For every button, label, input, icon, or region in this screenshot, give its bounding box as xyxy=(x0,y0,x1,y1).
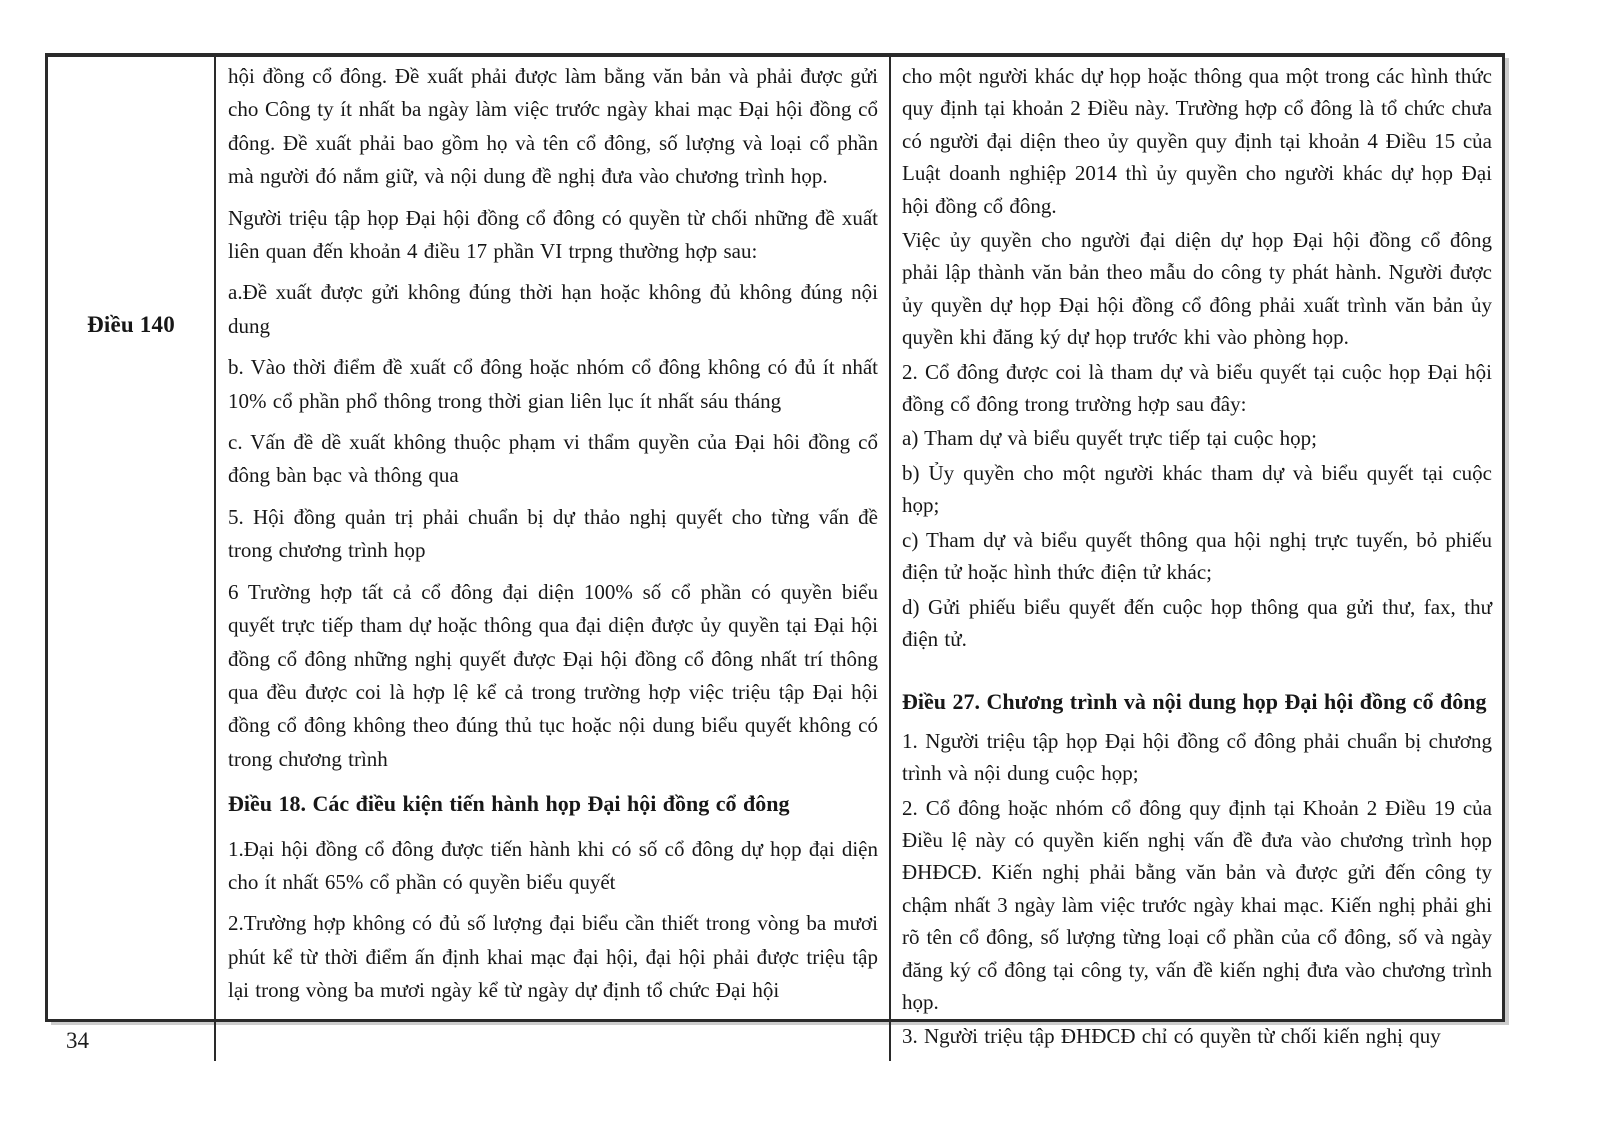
paragraph: Người triệu tập họp Đại hội đồng cổ đông có quyền từ chối những đề xuất liên quan đến khoản 4 điều 17 phần VI trpng thường hợp sau: xyxy=(228,205,878,264)
paragraph: 1. Người triệu tập họp Đại hội đồng cổ đông phải chuẩn bị chương trình và nội dung cuộc họp; xyxy=(902,728,1492,786)
article-number-label: Điều 140 xyxy=(87,312,175,337)
paragraph: a.Đề xuất được gửi không đúng thời hạn hoặc không đủ không đúng nội dung xyxy=(228,280,878,338)
page-number: 34 xyxy=(66,1028,89,1053)
table-column-middle xyxy=(216,57,891,1061)
paragraph: d) Gửi phiếu biểu quyết đến cuộc họp thông qua gửi thư, fax, thư điện tử. xyxy=(902,594,1492,651)
article-heading: Điều 18. Các điều kiện tiến hành họp Đại hội đồng cổ đông xyxy=(228,791,790,817)
table-column-right xyxy=(891,57,1502,1061)
paragraph: 1.Đại hội đồng cổ đông được tiến hành khi có số cổ đông dự họp đại diện cho ít nhất 65% cổ phần có quyền biểu quyết xyxy=(228,836,878,894)
paragraph: 2. Cổ đông được coi là tham dự và biểu quyết tại cuộc họp Đại hội đồng cổ đông trong trường hợp sau đây: xyxy=(902,359,1492,417)
paragraph: 6 Trường hợp tất cả cổ đông đại diện 100% số cổ phần có quyền biểu quyết trực tiếp tham dự hoặc thông qua đại diện được ủy quyền tại Đại hội đồng cổ đông những nghị quyết được Đại hội đồng cổ đông nhất trí thông qua đều được coi là hợp lệ kể cả trong trường hợp việc triệu tập Đại hội đồng cổ đông không theo đúng thủ tục hoặc nội dung biểu quyết không có trong chương trình xyxy=(228,579,878,771)
paragraph: b. Vào thời điểm đề xuất cổ đông hoặc nhóm cổ đông không có đủ ít nhất 10% cổ phần phổ thông trong thời gian liên lục ít nhất sáu tháng xyxy=(228,355,878,413)
paragraph: a) Tham dự và biểu quyết trực tiếp tại cuộc họp; xyxy=(902,426,1317,451)
article-number-cell xyxy=(48,57,216,1061)
paragraph: c) Tham dự và biểu quyết thông qua hội nghị trực tuyến, bỏ phiếu điện tử hoặc hình thức điện tử khác; xyxy=(902,527,1492,585)
article-heading: Điều 27. Chương trình và nội dung họp Đại hội đồng cổ đông xyxy=(902,689,1487,715)
paragraph: 2. Cổ đông hoặc nhóm cổ đông quy định tại Khoản 2 Điều 19 của Điều lệ này có quyền kiến nghị vấn đề đưa vào chương trình họp ĐHĐCĐ. Kiến nghị phải bằng văn bản và được gửi đến công ty chậm nhất 3 ngày làm việc trước ngày khai mạc. Kiến nghị phải ghi rõ tên cổ đông, số lượng từng loại cổ phần của cổ đông, số và ngày đăng ký cổ đông tại công ty, vấn đề kiến nghị đưa vào chương trình họp. xyxy=(902,795,1492,1014)
paragraph: hội đồng cổ đông. Đề xuất phải được làm bằng văn bản và phải được gửi cho Công ty ít nhất ba ngày làm việc trước ngày khai mạc Đại hội đồng cổ đông. Đề xuất phải bao gồm họ và tên cổ đông, số lượng và loại cổ phần mà người đó nắm giữ, và nội dung đề nghị đưa vào chương trình họp. xyxy=(228,64,878,189)
paragraph: c. Vấn đề dề xuất không thuộc phạm vi thẩm quyền của Đại hôi đồng cổ đông bàn bạc và thông qua xyxy=(228,430,878,488)
paragraph: Việc ủy quyền cho người đại diện dự họp Đại hội đồng cổ đông phải lập thành văn bản theo mẫu do công ty phát hành. Người được ủy quyền dự họp Đại hội đồng cổ đông phải xuất trình văn bản ủy quyền khi đăng ký dự họp trước khi vào phòng họp. xyxy=(902,228,1492,350)
paragraph: b) Ủy quyền cho một người khác tham dự và biểu quyết tại cuộc họp; xyxy=(902,460,1492,518)
paragraph: cho một người khác dự họp hoặc thông qua một trong các hình thức quy định tại khoản 2 Điều này. Trường hợp cổ đông là tổ chức chưa có người đại diện theo ủy quyền quy định tại khoản 4 Điều 15 của Luật doanh nghiệp 2014 thì ủy quyền cho người khác dự họp Đại hội đồng cổ đông. xyxy=(902,64,1492,218)
paragraph: 5. Hội đồng quản trị phải chuẩn bị dự thảo nghị quyết cho từng vấn đề trong chương trình họp xyxy=(228,504,878,563)
paragraph: 3. Người triệu tập ĐHĐCĐ chỉ có quyền từ chối kiến nghị quy xyxy=(902,1024,1441,1049)
paragraph: 2.Trường hợp không có đủ số lượng đại biểu cần thiết trong vòng ba mươi phút kể từ thời điểm ấn định khai mạc đại hội, đại hội phải được triệu tập lại trong vòng ba mươi ngày kể từ ngày dự định tổ chức Đại hội xyxy=(228,911,878,1003)
